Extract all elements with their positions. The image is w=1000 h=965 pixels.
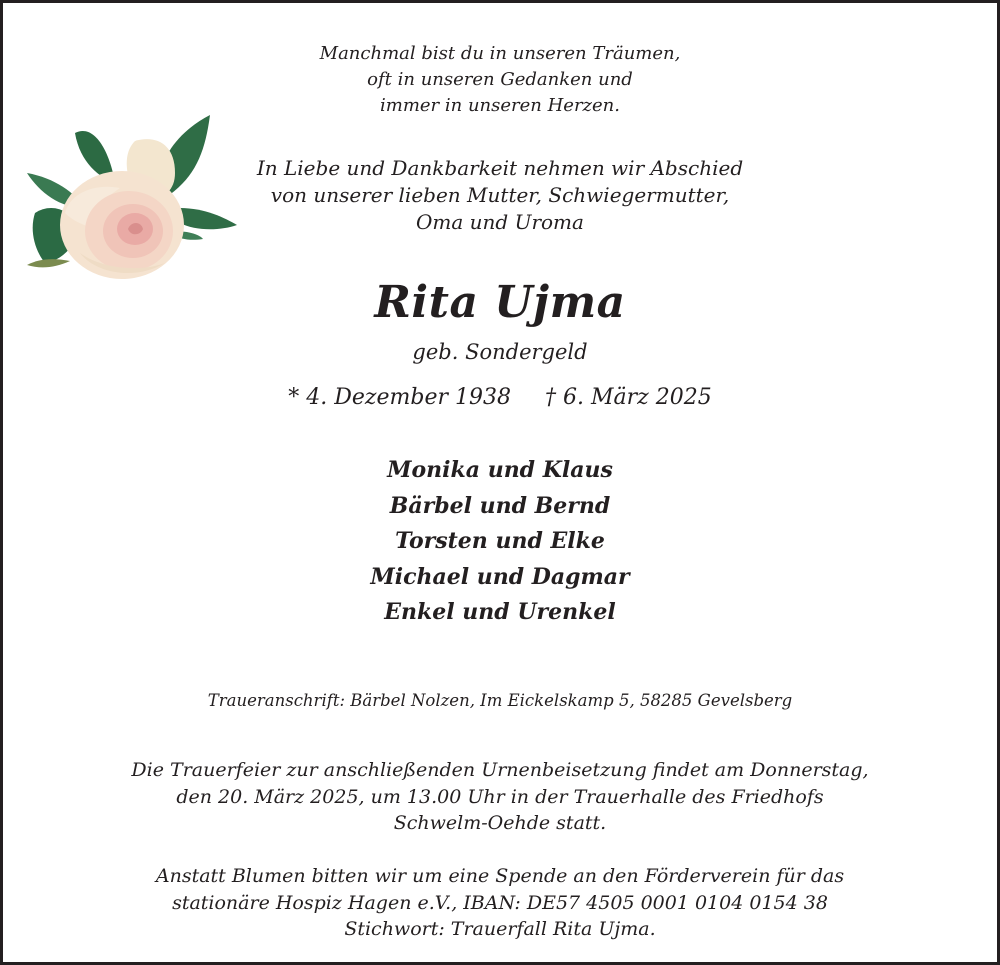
deceased-name: Rita Ujma (374, 277, 626, 328)
mourner-entry: Torsten und Elke (395, 528, 605, 554)
ceremony-line: Schwelm-Oehde statt. (393, 812, 607, 834)
motto-line: oft in unseren Gedanken und (367, 69, 633, 90)
mourner-entry: Enkel und Urenkel (384, 599, 616, 625)
death-date: † 6. März 2025 (545, 385, 712, 410)
birth-date: * 4. Dezember 1938 (288, 385, 511, 410)
farewell-line: Oma und Uroma (416, 210, 584, 234)
donation-line: Stichwort: Trauerfall Rita Ujma. (344, 918, 656, 940)
ceremony-line: den 20. März 2025, um 13.00 Uhr in der Trauerhalle des Friedhofs (176, 785, 824, 808)
ceremony-line: Die Trauerfeier zur anschließenden Urnenbeisetzung findet am Donnerstag, (131, 759, 869, 781)
farewell-line: von unserer lieben Mutter, Schwiegermutter, (270, 183, 730, 207)
mourner-entry: Bärbel und Bernd (389, 492, 611, 519)
maiden-name: geb. Sondergeld (412, 340, 588, 364)
donation-line: Anstatt Blumen bitten wir um eine Spende an den Förderverein für das (155, 865, 845, 887)
mourner-entry: Michael und Dagmar (370, 563, 630, 590)
motto-line: Manchmal bist du in unseren Träumen, (319, 43, 681, 64)
motto-text (3, 41, 997, 119)
farewell-line: In Liebe und Dankbarkeit nehmen wir Abschied (256, 156, 744, 180)
mourning-address: Traueranschrift: Bärbel Nolzen, Im Eickelskamp 5, 58285 Gevelsberg (207, 691, 793, 710)
ceremony-info (3, 757, 997, 837)
life-dates (3, 381, 997, 415)
donation-info (3, 863, 997, 943)
motto-line: immer in unseren Herzen. (380, 95, 620, 116)
donation-line: stationäre Hospiz Hagen e.V., IBAN: DE57 4505 0001 0104 0154 38 (172, 891, 828, 914)
mourner-entry: Monika und Klaus (387, 457, 613, 483)
mourners-list (3, 453, 997, 631)
farewell-text (3, 155, 997, 236)
